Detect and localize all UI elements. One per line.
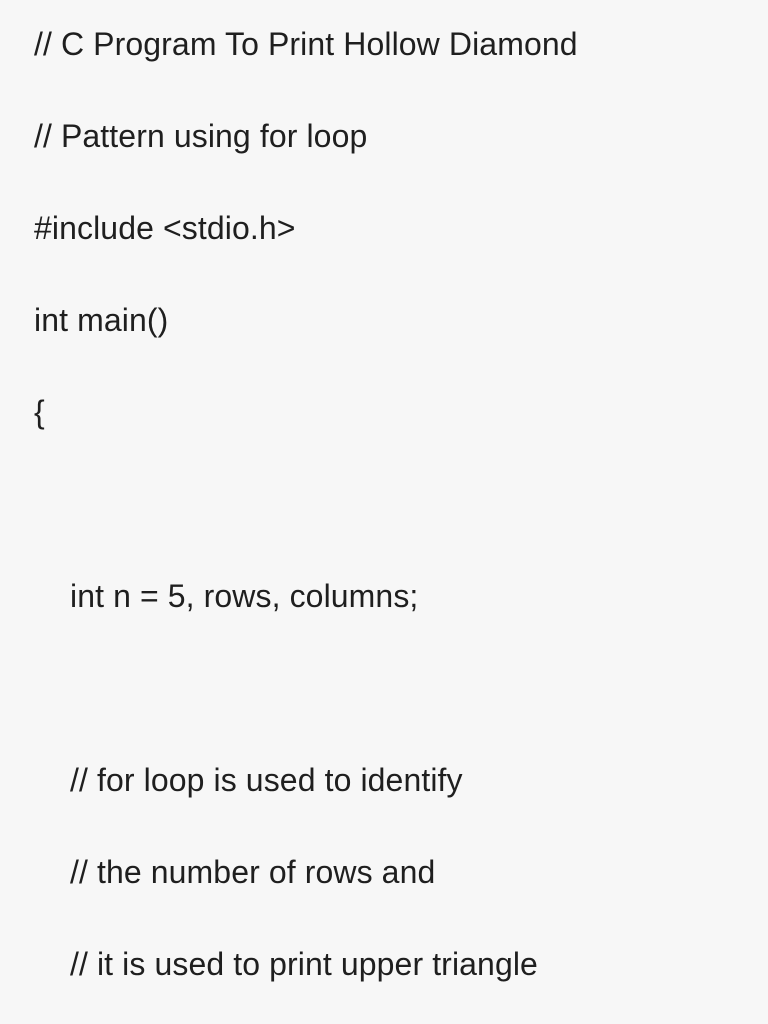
code-include-line: #include <stdio.h> [34,210,296,246]
code-comment-loop: // for loop is used to identify [70,762,463,798]
code-variable-declaration: int n = 5, rows, columns; [70,578,419,614]
code-comment-title: // C Program To Print Hollow Diamond [34,26,578,62]
code-open-brace: { [34,394,45,430]
code-comment-upper-triangle: // it is used to print upper triangle [70,946,538,982]
code-main-signature: int main() [34,302,169,338]
code-comment-subtitle: // Pattern using for loop [34,118,368,154]
code-comment-rows: // the number of rows and [70,854,436,890]
